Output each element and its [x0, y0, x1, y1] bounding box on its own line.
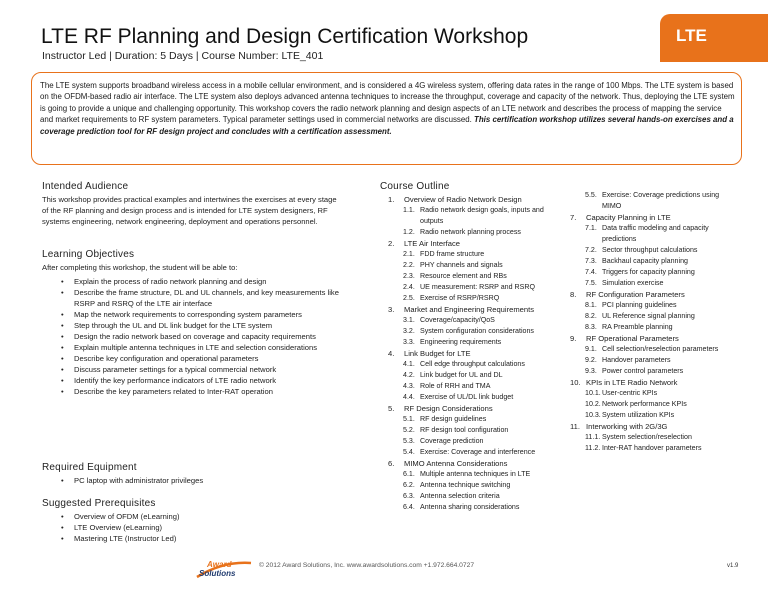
- outline-section-title: RF Configuration Parameters: [586, 290, 685, 299]
- outline-subsection-number: 2.4.: [403, 283, 415, 291]
- outline-subsection-number: 5.5.: [585, 191, 597, 199]
- outline-subsection: [570, 322, 732, 333]
- outline-column-1: [388, 194, 568, 513]
- outline-subsection-title: Radio network planning process: [420, 228, 521, 236]
- outline-section-number: 1.: [388, 195, 395, 204]
- outline-subsection-number: 6.2.: [403, 481, 415, 489]
- outline-subsection: [570, 300, 732, 311]
- outline-subsection: [570, 344, 732, 355]
- outline-subsection: [388, 447, 568, 458]
- lte-tab: [660, 14, 768, 62]
- outline-section-number: 11.: [570, 422, 580, 431]
- outline-subsection: [388, 282, 568, 293]
- outline-section: [388, 304, 568, 315]
- outline-subsection-title: Exercise of UL/DL link budget: [420, 393, 514, 401]
- outline-subsection-number: 7.4.: [585, 268, 597, 276]
- outline-subsection-title: Data traffic modeling and capacity predictions: [602, 224, 709, 243]
- outline-section: [388, 458, 568, 469]
- outline-subsection-number: 10.1.: [585, 389, 601, 397]
- outline-section-title: Market and Engineering Requirements: [404, 305, 535, 314]
- outline-subsection-number: 8.1.: [585, 301, 597, 309]
- outline-subsection-title: Antenna sharing considerations: [420, 503, 520, 511]
- outline-subsection-title: Coverage/capacity/QoS: [420, 316, 495, 324]
- outline-subsection-title: Cell selection/reselection parameters: [602, 345, 719, 353]
- outline-section-title: Capacity Planning in LTE: [586, 213, 671, 222]
- outline-subsection-title: User-centric KPIs: [602, 389, 658, 397]
- list-item: • Map the network requirements to corresponding system parameters: [58, 309, 340, 320]
- outline-subsection-number: 1.2.: [403, 228, 415, 236]
- outline-subsection: [570, 278, 732, 289]
- outline-subsection: [570, 256, 732, 267]
- outline-subsection-number: 10.2.: [585, 400, 601, 408]
- list-item: • Overview of OFDM (eLearning): [58, 511, 340, 522]
- page-title: LTE RF Planning and Design Certification Workshop: [41, 25, 529, 48]
- outline-section-title: Overview of Radio Network Design: [404, 195, 522, 204]
- outline-section-title: LTE Air Interface: [404, 239, 460, 248]
- outline-subsection: [388, 436, 568, 447]
- outline-subsection: [388, 227, 568, 238]
- outline-subsection-title: Sector throughput calculations: [602, 246, 698, 254]
- outline-subsection-number: 4.3.: [403, 382, 415, 390]
- outline-subsection-number: 8.3.: [585, 323, 597, 331]
- outline-subsection-number: 7.1.: [585, 224, 597, 232]
- outline-section: [570, 212, 732, 223]
- list-item: • Identify the key performance indicators of LTE radio network: [58, 375, 340, 386]
- outline-section-number: 10.: [570, 378, 581, 387]
- list-item: • Design the radio network based on coverage and capacity requirements: [58, 331, 340, 342]
- outline-subsection-number: 5.4.: [403, 448, 415, 456]
- list-item: • Explain the process of radio network planning and design: [58, 276, 340, 287]
- outline-subsection: [388, 392, 568, 403]
- outline-section-title: RF Design Considerations: [404, 404, 493, 413]
- outline-section-title: Link Budget for LTE: [404, 349, 471, 358]
- outline-subsection-number: 4.2.: [403, 371, 415, 379]
- outline-subsection: [570, 190, 732, 212]
- version-label: v1.9: [727, 563, 739, 569]
- outline-section-title: Interworking with 2G/3G: [586, 422, 668, 431]
- outline-section-title: KPIs in LTE Radio Network: [586, 378, 678, 387]
- outline-subsection-number: 6.4.: [403, 503, 415, 511]
- equipment-heading: Required Equipment: [42, 462, 137, 473]
- list-item: • Describe key configuration and operational parameters: [58, 353, 340, 364]
- outline-subsection-number: 5.2.: [403, 426, 415, 434]
- outline-section: [570, 421, 732, 432]
- outline-section: [570, 377, 732, 388]
- outline-subsection-title: System configuration considerations: [420, 327, 534, 335]
- outline-subsection: [388, 337, 568, 348]
- outline-subsection: [388, 205, 568, 227]
- objectives-list: [58, 276, 340, 397]
- footer-copyright: © 2012 Award Solutions, Inc. www.awardsolutions.com +1.972.664.0727: [259, 562, 475, 569]
- description-emphasis: This certification workshop utilizes several hands-on exercises and a coverage prediction tool for RF design project and concludes with a certification assessment.: [40, 115, 734, 136]
- outline-subsection: [388, 469, 568, 480]
- outline-subsection-number: 9.2.: [585, 356, 597, 364]
- outline-section-title: RF Operational Parameters: [586, 334, 679, 343]
- outline-subsection-title: System utilization KPIs: [602, 411, 675, 419]
- outline-subsection-title: Cell edge throughput calculations: [420, 360, 525, 368]
- outline-subsection-title: Engineering requirements: [420, 338, 502, 346]
- outline-section-number: 5.: [388, 404, 395, 413]
- outline-subsection: [570, 245, 732, 256]
- audience-text: This workshop provides practical examples and intertwines the exercises at every stage of the RF planning and design process and is intended for LTE system designers, RF systems engineering, network engineering, deployment and operations personnel.: [42, 195, 337, 226]
- outline-subsection-title: Multiple antenna techniques in LTE: [420, 470, 531, 478]
- outline-subsection-title: Resource element and RBs: [420, 272, 507, 280]
- logo-word-award: Award: [207, 560, 232, 569]
- outline-subsection: [388, 425, 568, 436]
- outline-heading: Course Outline: [380, 181, 450, 192]
- lte-tab-label: LTE: [676, 26, 707, 45]
- outline-subsection-number: 9.3.: [585, 367, 597, 375]
- outline-subsection-number: 3.1.: [403, 316, 415, 324]
- outline-subsection: [570, 443, 732, 454]
- outline-subsection: [570, 388, 732, 399]
- outline-section: [388, 403, 568, 414]
- outline-subsection-number: 11.1.: [585, 433, 601, 441]
- list-item: • Step through the UL and DL link budget for the LTE system: [58, 320, 340, 331]
- outline-subsection-title: UE measurement: RSRP and RSRQ: [420, 283, 535, 291]
- outline-subsection: [388, 293, 568, 304]
- outline-section-number: 9.: [570, 334, 577, 343]
- outline-subsection: [570, 311, 732, 322]
- outline-subsection: [388, 480, 568, 491]
- prerequisites-list: [58, 511, 340, 544]
- outline-section-number: 6.: [388, 459, 395, 468]
- outline-subsection-number: 7.2.: [585, 246, 597, 254]
- outline-subsection-title: RA Preamble planning: [602, 323, 673, 331]
- outline-subsection-number: 8.2.: [585, 312, 597, 320]
- outline-section: [388, 348, 568, 359]
- outline-subsection-number: 2.5.: [403, 294, 415, 302]
- outline-subsection-title: Network performance KPIs: [602, 400, 687, 408]
- list-item: • PC laptop with administrator privileges: [58, 475, 340, 486]
- outline-subsection-title: UL Reference signal planning: [602, 312, 695, 320]
- outline-subsection: [570, 399, 732, 410]
- equipment-list: [58, 475, 340, 486]
- outline-subsection-title: Inter-RAT handover parameters: [602, 444, 702, 452]
- outline-subsection-title: Exercise: Coverage and interference: [420, 448, 536, 456]
- outline-subsection-title: Exercise of RSRP/RSRQ: [420, 294, 500, 302]
- outline-subsection-number: 5.1.: [403, 415, 415, 423]
- outline-subsection-title: PCI planning guidelines: [602, 301, 677, 309]
- outline-subsection-title: Exercise: Coverage predictions using MIMO: [602, 191, 720, 210]
- outline-subsection: [570, 432, 732, 443]
- outline-subsection-title: PHY channels and signals: [420, 261, 503, 269]
- outline-section: [570, 289, 732, 300]
- outline-subsection-title: RF design guidelines: [420, 415, 487, 423]
- outline-subsection-title: Role of RRH and TMA: [420, 382, 491, 390]
- outline-section-number: 7.: [570, 213, 577, 222]
- list-item: • LTE Overview (eLearning): [58, 522, 340, 533]
- outline-subsection-title: Coverage prediction: [420, 437, 484, 445]
- outline-subsection: [388, 249, 568, 260]
- description-body: The LTE system supports broadband wireless access in a mobile cellular environment, and is considered a 4G wireless system, offering data rates in the range of 100 Mbps. The LTE system is based on the OFDM-based radio air interface. The LTE system also deploys advanced antenna techniques to increase the throughput, coverage and capacity of the network. Thus, deploying the LTE system is going to provide a unique and challenging opportunity. This workshop covers the radio network planning and design aspects of an LTE network and describes the process of mapping the service and market requirements to RF system parameters. Typical parameter settings used in commercial networks are discussed.: [40, 81, 735, 125]
- list-item: • Explain multiple antenna techniques in LTE and selection considerations: [58, 342, 340, 353]
- outline-subsection: [388, 414, 568, 425]
- outline-subsection: [570, 355, 732, 366]
- outline-subsection: [388, 381, 568, 392]
- outline-subsection-number: 4.1.: [403, 360, 415, 368]
- outline-subsection-title: Power control parameters: [602, 367, 684, 375]
- list-item: • Describe the frame structure, DL and UL channels, and key measurements like RSRP and RSRQ of the LTE air interface: [58, 287, 340, 309]
- outline-subsection-number: 7.5.: [585, 279, 597, 287]
- list-item: • Discuss parameter settings for a typical commercial network: [58, 364, 340, 375]
- outline-subsection-title: Radio network design goals, inputs and outputs: [420, 206, 544, 225]
- outline-subsection-number: 1.1.: [403, 206, 415, 214]
- outline-subsection-title: RF design tool configuration: [420, 426, 509, 434]
- outline-column-2: [570, 190, 732, 454]
- outline-section-number: 4.: [388, 349, 395, 358]
- outline-subsection-number: 3.2.: [403, 327, 415, 335]
- list-item: • Mastering LTE (Instructor Led): [58, 533, 340, 544]
- logo-word-solutions: Solutions: [199, 569, 236, 578]
- list-item: • Describe the key parameters related to Inter-RAT operation: [58, 386, 340, 397]
- outline-subsection-title: FDD frame structure: [420, 250, 485, 258]
- objectives-heading: Learning Objectives: [42, 249, 135, 260]
- outline-subsection: [388, 359, 568, 370]
- outline-subsection-number: 6.1.: [403, 470, 415, 478]
- outline-subsection-number: 9.1.: [585, 345, 597, 353]
- outline-subsection: [388, 491, 568, 502]
- outline-section-number: 8.: [570, 290, 577, 299]
- outline-subsection-title: Antenna selection criteria: [420, 492, 500, 500]
- objectives-intro: After completing this workshop, the student will be able to:: [42, 263, 238, 272]
- outline-subsection: [570, 410, 732, 421]
- outline-subsection: [388, 502, 568, 513]
- outline-subsection-title: Link budget for UL and DL: [420, 371, 503, 379]
- outline-subsection-number: 5.3.: [403, 437, 415, 445]
- outline-subsection: [388, 260, 568, 271]
- outline-subsection-number: 4.4.: [403, 393, 415, 401]
- outline-subsection-number: 7.3.: [585, 257, 597, 265]
- outline-subsection-title: Backhaul capacity planning: [602, 257, 688, 265]
- outline-subsection-number: 10.3.: [585, 411, 601, 419]
- outline-subsection: [388, 370, 568, 381]
- outline-subsection: [388, 326, 568, 337]
- course-meta: Instructor Led | Duration: 5 Days | Course Number: LTE_401: [42, 50, 324, 62]
- outline-section-number: 2.: [388, 239, 395, 248]
- outline-subsection-number: 3.3.: [403, 338, 415, 346]
- outline-section: [388, 194, 568, 205]
- outline-subsection-title: Antenna technique switching: [420, 481, 511, 489]
- outline-subsection: [570, 223, 732, 245]
- outline-subsection-number: 6.3.: [403, 492, 415, 500]
- outline-subsection-title: Handover parameters: [602, 356, 671, 364]
- award-solutions-logo: [195, 557, 253, 579]
- outline-subsection-number: 2.2.: [403, 261, 415, 269]
- outline-subsection: [570, 267, 732, 278]
- outline-subsection-title: System selection/reselection: [602, 433, 692, 441]
- outline-subsection: [388, 315, 568, 326]
- prerequisites-heading: Suggested Prerequisites: [42, 498, 156, 509]
- outline-section: [388, 238, 568, 249]
- outline-subsection-number: 11.2.: [585, 444, 601, 452]
- outline-subsection-title: Triggers for capacity planning: [602, 268, 695, 276]
- outline-subsection-title: Simulation exercise: [602, 279, 664, 287]
- audience-heading: Intended Audience: [42, 181, 129, 192]
- outline-section-title: MIMO Antenna Considerations: [404, 459, 508, 468]
- outline-subsection-number: 2.3.: [403, 272, 415, 280]
- outline-subsection-number: 2.1.: [403, 250, 415, 258]
- outline-section: [570, 333, 732, 344]
- outline-subsection: [570, 366, 732, 377]
- description-text: [40, 80, 735, 137]
- outline-section-number: 3.: [388, 305, 395, 314]
- outline-subsection: [388, 271, 568, 282]
